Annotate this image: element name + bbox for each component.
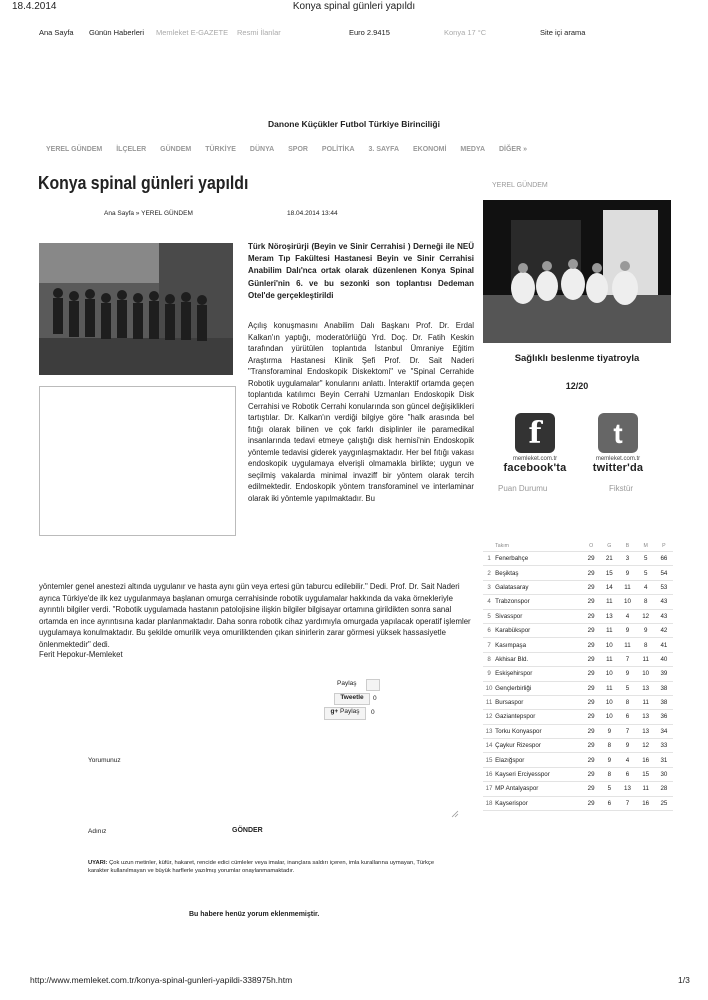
article-byline: Ferit Hepokur-Memleket [39,650,123,659]
table-cell: 1 [483,552,495,566]
table-cell: 18 [483,796,495,810]
table-cell: 66 [655,552,673,566]
table-cell: 33 [655,739,673,753]
table-row [483,739,673,753]
topbar-ads-link[interactable]: Resmi İlanlar [237,28,281,37]
table-cell: 5 [600,782,618,796]
team-name[interactable]: Bursaspor [495,695,582,709]
table-cell: 11 [483,695,495,709]
table-cell: 38 [655,681,673,695]
table-cell: 9 [483,667,495,681]
table-cell: 34 [655,724,673,738]
sidebar-section-label[interactable]: YEREL GÜNDEM [492,182,548,189]
tweet-count: 0 [373,695,377,702]
slideshow-counter: 12/20 [565,381,589,391]
no-comments-text: Bu habere henüz yorum eklenmemiştir. [189,911,320,918]
share-label: Paylaş [337,680,357,687]
promo-banner[interactable]: Danone Küçükler Futbol Türkiye Birinciliği [268,119,440,129]
article-body-part2: yöntemler genel anestezi altında uygulanır ve hasta aynı gün veya ertesi gün taburcu edilebilir." Dedi. Prof. Dr. Sait Naderi ayrıca Türkiye'de ilk kez uygulanmaya başlanan omurga cerrahisinde robotik uygulamalar hakkında da vaka örnekleriyle ayrıntılı bilgiler verdi. "Robotik uygulamada hastanın patolojisine ilişkin bilgiler bilgisayar ortamına girildikten sonra sanal ortamda en ince ayrıntısına kadar planlanmaktadır. Daha sonra robotik cihaz yardımıyla omurgada yapılacak operatif işlemler uygulamaya konulmaktadır. Bu şekilde omurilik veya omuriliktenden çıkan sinirlerin zarar görmesi yüksek hassasiyetle önlenmektedir" dedi. [39,582,471,649]
table-cell: 9 [618,623,636,637]
table-cell: 25 [655,796,673,810]
nav-item[interactable]: EKONOMİ [412,146,447,153]
team-name[interactable]: Trabzonspor [495,595,582,609]
team-name[interactable]: Galatasaray [495,580,582,594]
article-lead: Türk Nöroşirürji (Beyin ve Sinir Cerrahisi ) Derneği ile NEÜ Meram Tıp Fakültesi Hastanesi Beyin ve Sinir Cerrahisi Anabilim Dalı'nca ortak olarak düzenlenen Konya Spinal Günleri'nin 6. ve bu sezonki son toplantısı Dedeman Otel'de gerçekleştirildi [248,242,474,300]
twitter-small-text: memleket.com.tr [595,456,641,462]
gplus-label: Paylaş [340,708,360,715]
table-cell: 8 [483,652,495,666]
table-cell: 30 [655,767,673,781]
table-row [483,595,673,609]
table-cell: 4 [618,753,636,767]
nav-item[interactable]: İLÇELER [116,146,147,153]
facebook-big-text: facebook'ta [503,462,567,474]
table-cell: 5 [637,566,655,580]
table-cell: 9 [600,753,618,767]
print-header [0,0,708,14]
table-cell: 3 [483,580,495,594]
table-cell: 13 [637,724,655,738]
table-cell: 41 [655,638,673,652]
table-cell: 11 [637,782,655,796]
table-cell: 10 [600,695,618,709]
table-cell: 10 [600,638,618,652]
table-row [483,566,673,580]
table-row [483,695,673,709]
table-cell: 29 [582,580,600,594]
team-name[interactable]: Sivasspor [495,609,582,623]
nav-item[interactable]: MEDYA [460,146,486,153]
slideshow-title[interactable]: Sağlıklı beslenme tiyatroyla [514,353,640,364]
print-date: 18.4.2014 [12,1,57,12]
table-cell: 7 [618,796,636,810]
table-cell: 29 [582,638,600,652]
twitter-icon: t [598,413,638,453]
table-cell: 16 [637,753,655,767]
table-cell: 13 [637,710,655,724]
table-cell: 28 [655,782,673,796]
comment-label: Yorumunuz [88,757,121,764]
nav-item[interactable]: SPOR [288,146,308,153]
table-cell: 5 [483,609,495,623]
table-cell: 29 [582,710,600,724]
table-cell: 13 [483,724,495,738]
article-title: Konya spinal günleri yapıldı [38,173,249,193]
send-button[interactable]: GÖNDER [232,827,263,834]
table-cell: 29 [582,681,600,695]
topbar-news-link[interactable]: Günün Haberleri [89,28,145,37]
twitter-big-text: twitter'da [592,462,644,474]
topbar-home-link[interactable]: Ana Sayfa [39,28,74,37]
table-cell: 2 [483,566,495,580]
team-name[interactable]: Gençlerbirliği [495,681,582,695]
facebook-small-text: memleket.com.tr [512,456,558,462]
table-cell: 3 [618,552,636,566]
ad-placeholder [39,386,236,536]
table-cell: 14 [483,739,495,753]
table-row [483,652,673,666]
col-header: Takım [495,540,582,552]
breadcrumb[interactable]: Ana Sayfa » YEREL GÜNDEM [104,210,193,217]
table-cell: 10 [637,667,655,681]
article-body-part1: Açılış konuşmasını Anabilim Dalı Başkanı Prof. Dr. Erdal Kalkan'ın yaptığı, moderatörlüğü Yrd. Doç. Dr. Fatih Keskin tarafından yürütülen toplantıda İstanbul Ümraniye Eğitim Araştırma Hastanesi Klinik Şefi Prof. Dr. Sait Naderi "Transforaminal Endoskopik Diskektomi" ve "Spinal Cerrahide Robotik uygulamalar" konularını anlattı. İnteraktif ortamda geçen toplantıda katılımcı Beyin Cerrahi Uzmanları Endoskopik Disk Cerrahisi ve Robotik Cerrahi konularında son güncel değişiklikleri tartıştılar. Dr. Kalkan'ın verdiği bilgiye göre "halk arasında bel fıtığı olarak bilinen ve çok farklı disiplinler ile paramedikal insanlarında tedavi etmeye çalıştığı disk hernisi'nin Endoskopik yöntemle tedavisi giderek yaygınlaşmaktadır. Her bel fıtığı vakası endoskopik uygulamaya elverişli olmamakla birlikte; uygun ve seçilmiş vakalarda minimal invaziff bir yöntem olarak tercih edilmektedir. Endoskopik yöntem transforaminel ve interlaminar olarak iki yöntemle yapılmaktadır. Bu [248,321,474,503]
table-cell: 13 [637,681,655,695]
table-cell: 13 [618,782,636,796]
table-cell: 5 [637,552,655,566]
gplus-share-button[interactable] [324,707,366,720]
table-cell: 53 [655,580,673,594]
table-cell: 39 [655,667,673,681]
table-row [483,782,673,796]
table-cell: 17 [483,782,495,796]
table-cell: 21 [600,552,618,566]
table-row [483,623,673,637]
table-cell: 29 [582,695,600,709]
table-cell: 36 [655,710,673,724]
table-cell: 4 [637,580,655,594]
table-cell: 29 [582,652,600,666]
table-cell: 6 [483,623,495,637]
nav-item[interactable]: GÜNDEM [160,146,192,153]
print-title: Konya spinal günleri yapıldı [292,1,416,12]
table-cell: 7 [618,652,636,666]
table-cell: 29 [582,767,600,781]
comment-textarea[interactable] [39,773,459,818]
top-bar [0,22,708,44]
team-name[interactable]: Fenerbahçe [495,552,582,566]
table-cell: 9 [618,739,636,753]
table-cell: 10 [600,667,618,681]
nav-item[interactable]: DİĞER » [498,146,527,153]
table-row [483,667,673,681]
table-cell: 38 [655,695,673,709]
table-cell: 11 [600,681,618,695]
col-header: P [655,540,673,552]
table-row [483,753,673,767]
table-cell: 14 [600,580,618,594]
col-header: O [582,540,600,552]
twitter-link[interactable] [579,413,657,474]
table-cell: 9 [618,566,636,580]
table-cell: 6 [600,796,618,810]
tab-fixtures[interactable]: Fikstür [609,484,633,493]
team-name[interactable]: Elazığspor [495,753,582,767]
table-cell: 10 [483,681,495,695]
table-cell: 11 [637,652,655,666]
nav-item[interactable]: DÜNYA [249,146,275,153]
nav-item[interactable]: TÜRKİYE [205,146,236,153]
table-cell: 29 [582,595,600,609]
gplus-count: 0 [371,709,375,716]
team-name[interactable]: Gaziantepspor [495,710,582,724]
table-row [483,609,673,623]
table-cell: 11 [600,652,618,666]
table-cell: 11 [618,638,636,652]
main-nav [46,146,539,153]
search-input[interactable]: Site içi arama [540,28,586,37]
table-cell: 29 [582,667,600,681]
warning-title: UYARI: [88,860,108,866]
table-cell: 15 [637,767,655,781]
gplus-icon: g+ [330,708,339,715]
table-cell: 43 [655,609,673,623]
name-label: Adınız [88,828,107,835]
table-cell: 11 [637,695,655,709]
table-cell: 29 [582,782,600,796]
table-cell: 7 [618,724,636,738]
table-cell: 16 [483,767,495,781]
col-header: M [637,540,655,552]
table-row [483,552,673,566]
table-cell: 29 [582,796,600,810]
table-cell: 11 [618,580,636,594]
team-name[interactable]: MP Antalyaspor [495,782,582,796]
table-cell: 29 [582,753,600,767]
footer-url: http://www.memleket.com.tr/konya-spinal-gunleri-yapildi-338975h.htm [30,975,293,985]
weather: Konya 17 °C [444,28,487,37]
table-row [483,767,673,781]
resize-handle-icon[interactable] [451,810,459,818]
warning-text: Çok uzun metinler, küfür, hakaret, rencide edici cümleler veya imalar, inançlara saldırı içeren, imla kurallarına uymayan, Türkçe karakter kullanılmayan ve büyük harflerle yazılmış yorumlar onaylanmamaktadır. [88,860,435,874]
table-cell: 7 [483,638,495,652]
share-button[interactable] [366,679,380,691]
table-cell: 13 [600,609,618,623]
tab-standings[interactable]: Puan Durumu [498,484,548,493]
table-cell: 43 [655,595,673,609]
table-cell: 29 [582,609,600,623]
table-cell: 54 [655,566,673,580]
nav-item[interactable]: 3. SAYFA [368,146,400,153]
footer-page-number: 1/3 [678,975,690,985]
table-cell: 8 [618,695,636,709]
table-cell: 5 [618,681,636,695]
topbar-egazete-link[interactable]: Memleket E-GAZETE [156,28,229,37]
table-cell: 9 [637,623,655,637]
slideshow-photo[interactable] [483,200,671,343]
table-cell: 6 [618,767,636,781]
table-cell: 31 [655,753,673,767]
nav-item[interactable]: POLİTİKA [321,146,355,153]
col-header: B [618,540,636,552]
table-cell: 8 [637,638,655,652]
tweet-button[interactable]: Tweetle [334,693,370,705]
article-photo [39,243,233,375]
table-cell: 9 [600,724,618,738]
table-cell: 29 [582,739,600,753]
team-name[interactable]: Beşiktaş [495,566,582,580]
team-name[interactable]: Kayseri Erciyesspor [495,767,582,781]
team-name[interactable]: Eskişehirspor [495,667,582,681]
table-cell: 29 [582,552,600,566]
table-row [483,796,673,810]
team-name[interactable]: Kayserispor [495,796,582,810]
table-row [483,710,673,724]
table-cell: 4 [483,595,495,609]
team-name[interactable]: Karabükspor [495,623,582,637]
facebook-link[interactable] [496,413,574,474]
table-cell: 8 [637,595,655,609]
comment-warning [88,859,448,875]
table-cell: 4 [618,609,636,623]
team-name[interactable]: Kasımpaşa [495,638,582,652]
table-cell: 42 [655,623,673,637]
table-cell: 8 [600,739,618,753]
table-cell: 11 [600,595,618,609]
table-cell: 29 [582,623,600,637]
euro-rate: Euro 2.9415 [349,28,390,37]
team-name[interactable]: Çaykur Rizespor [495,739,582,753]
table-cell: 12 [483,710,495,724]
nav-item[interactable]: YEREL GÜNDEM [46,146,103,153]
table-cell: 29 [582,724,600,738]
table-cell: 16 [637,796,655,810]
table-row [483,638,673,652]
table-cell: 40 [655,652,673,666]
table-row [483,580,673,594]
team-name[interactable]: Akhisar Bld. [495,652,582,666]
standings-header-row [483,540,673,552]
team-name[interactable]: Torku Konyaspor [495,724,582,738]
table-cell: 6 [618,710,636,724]
table-cell: 10 [600,710,618,724]
table-cell: 12 [637,739,655,753]
table-row [483,681,673,695]
table-cell: 9 [618,667,636,681]
col-header: G [600,540,618,552]
table-cell: 15 [483,753,495,767]
table-cell: 15 [600,566,618,580]
standings-table [483,540,673,811]
table-cell: 8 [600,767,618,781]
table-cell: 10 [618,595,636,609]
table-cell: 12 [637,609,655,623]
table-cell: 29 [582,566,600,580]
table-row [483,724,673,738]
table-cell: 11 [600,623,618,637]
article-date: 18.04.2014 13:44 [287,210,338,217]
facebook-icon: f [515,413,555,453]
col-header [483,540,495,552]
